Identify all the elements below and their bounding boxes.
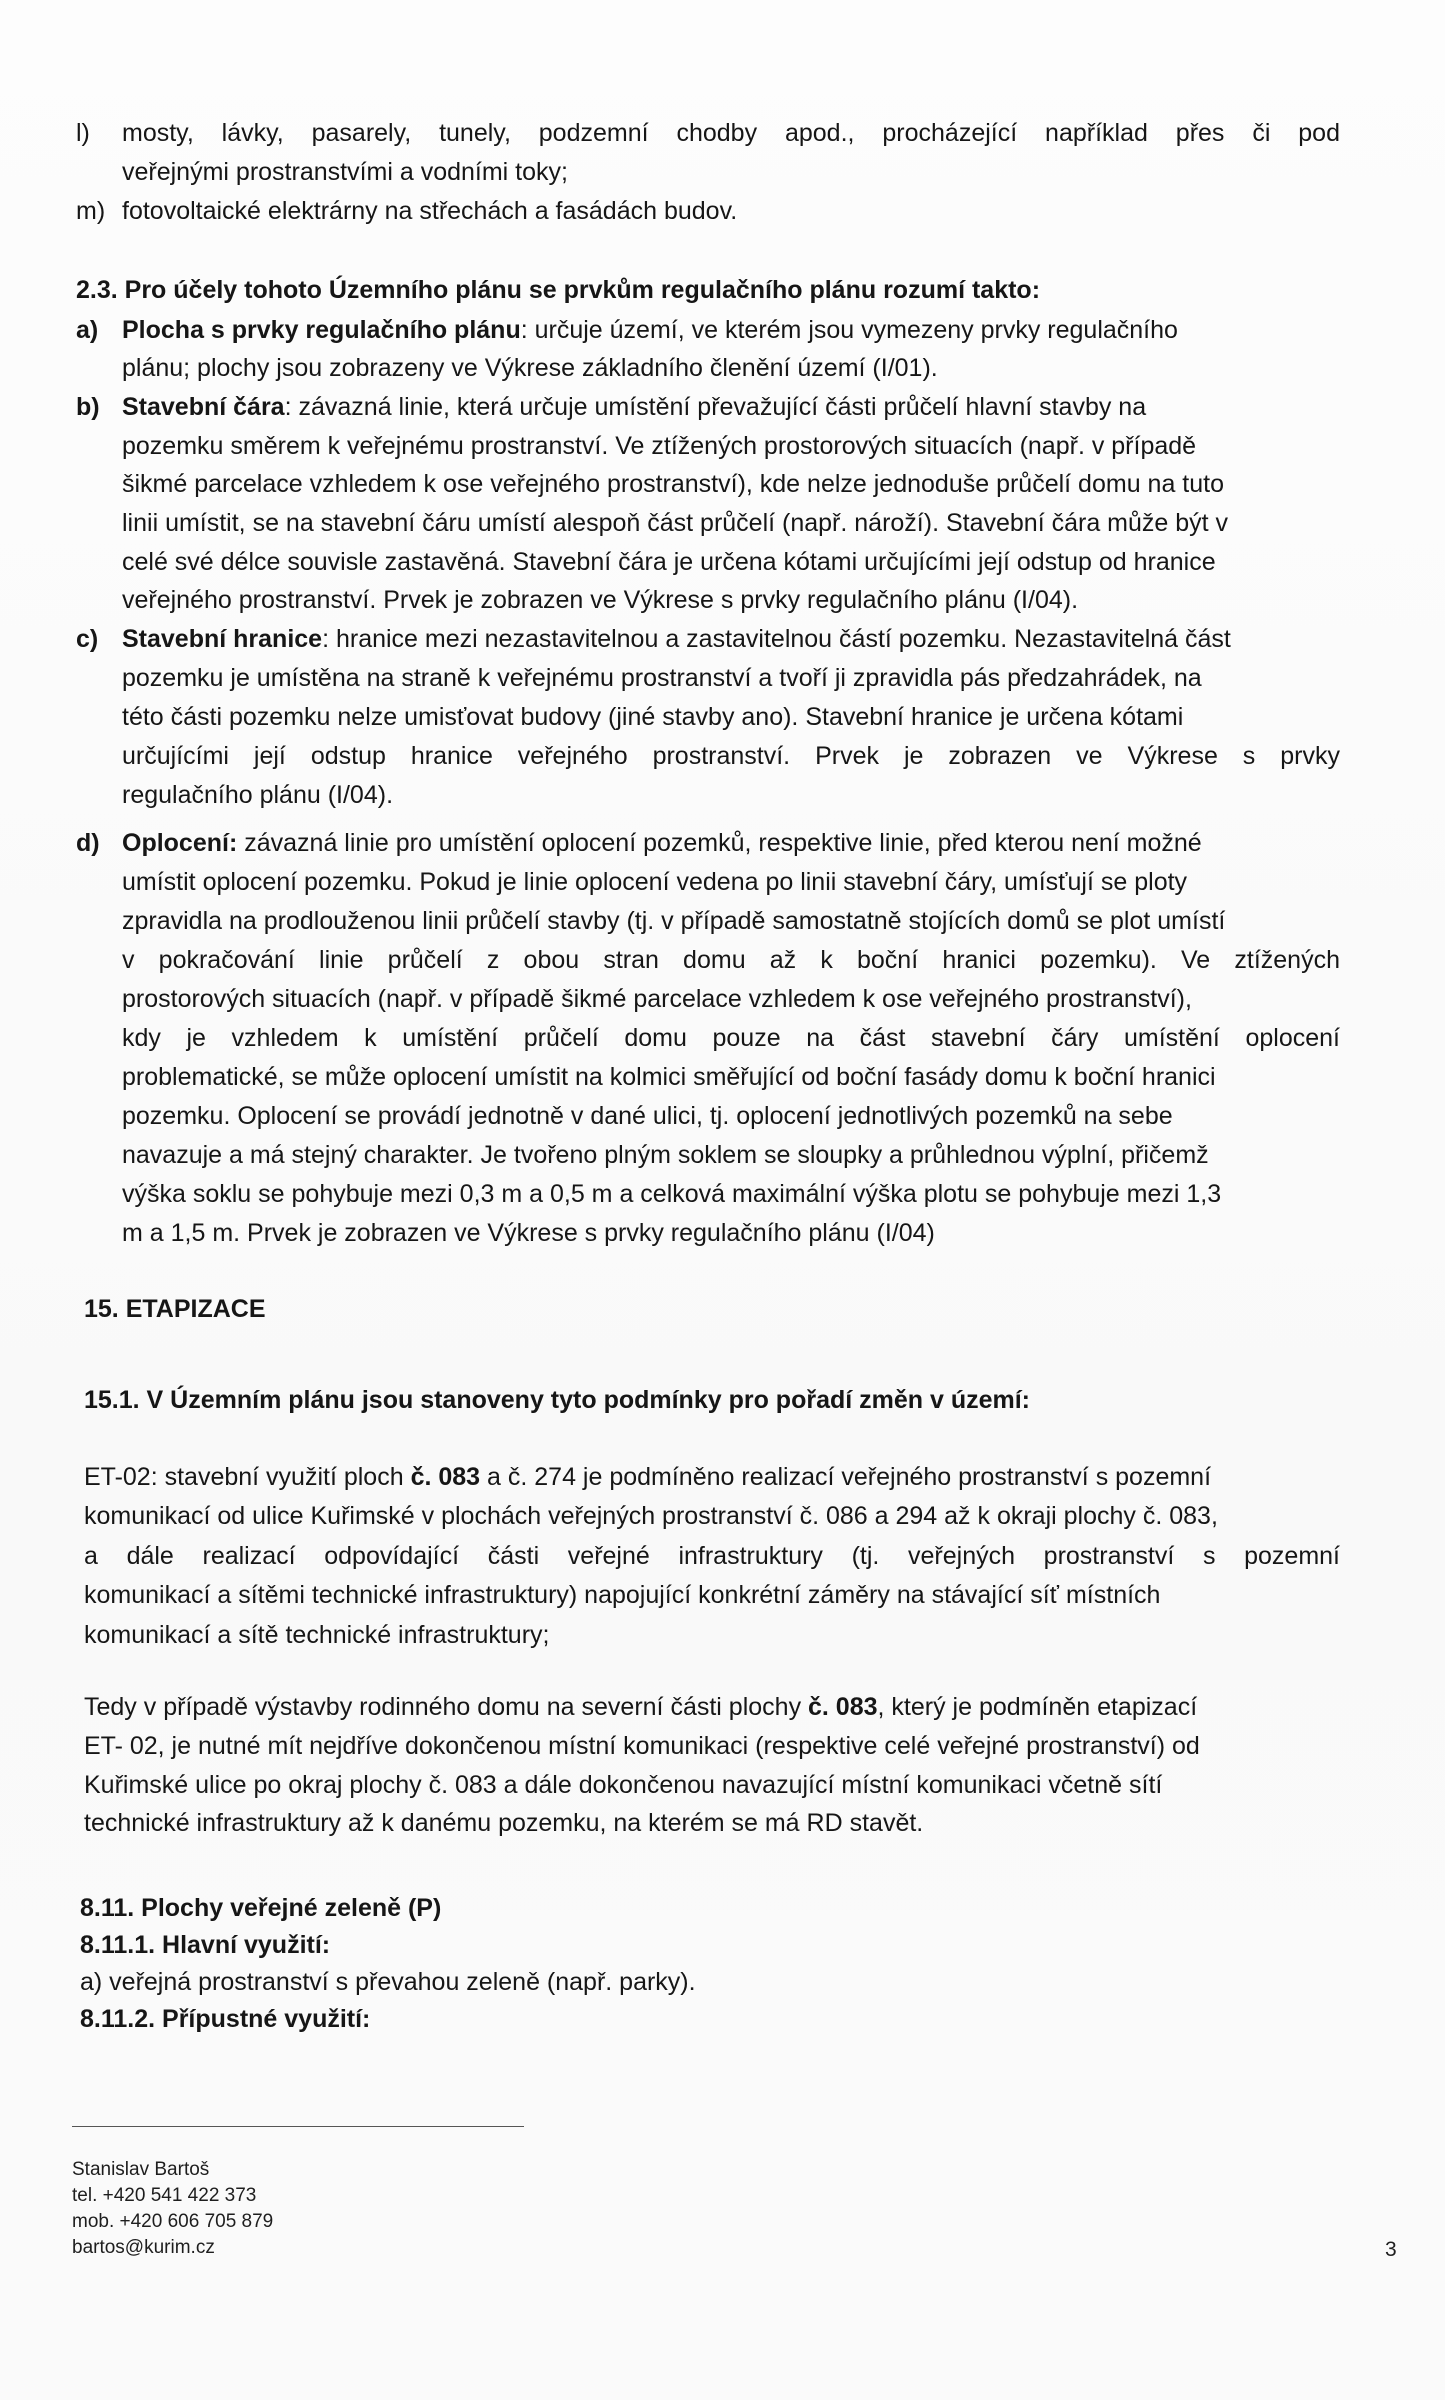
- note-prefix: Tedy v případě výstavby rodinného domu na severní části plochy: [84, 1693, 809, 1721]
- list-item-l-line-1: mosty, lávky, pasarely, tunely, podzemní chodby apod., procházející například přes či pod: [122, 119, 1340, 147]
- section-15-heading: 15. ETAPIZACE: [84, 1295, 266, 1323]
- item-b-marker: b): [76, 393, 100, 421]
- footer-name: Stanislav Bartoš: [72, 2159, 210, 2180]
- item-d-line-5: prostorových situacích (např. v případě šikmé parcelace vzhledem k ose veřejného prostranství),: [122, 985, 1192, 1013]
- item-b-text: : závazná linie, která určuje umístění převažující části průčelí hlavní stavby na: [284, 393, 1147, 421]
- item-d-term: Oplocení:: [122, 829, 238, 857]
- item-d-line-6: kdy je vzhledem k umístění průčelí domu pouze na část stavební čáry umístění oplocení: [122, 1024, 1340, 1052]
- et02-line-1: [84, 1462, 1211, 1492]
- item-b-line-3: šikmé parcelace vzhledem k ose veřejného prostranství), kde nelze jednoduše průčelí domu na tuto: [122, 470, 1224, 498]
- et02-plot-ref: č. 083: [410, 1463, 481, 1491]
- list-item-l-line-2: veřejnými prostranstvími a vodními toky;: [122, 158, 568, 186]
- et02-rest: a č. 274 je podmíněno realizací veřejného prostranství s pozemní: [480, 1463, 1212, 1491]
- et02-line-3: a dále realizací odpovídající části veřejné infrastruktury (tj. veřejných prostranství s pozemní: [84, 1542, 1340, 1570]
- list-marker-l: l): [76, 119, 90, 147]
- section-2-3-heading: 2.3. Pro účely tohoto Územního plánu se prvkům regulačního plánu rozumí takto:: [76, 276, 1041, 304]
- item-c-line-5: regulačního plánu (I/04).: [122, 781, 394, 809]
- item-d-line-8: pozemku. Oplocení se provádí jednotně v dané ulici, tj. oplocení jednotlivých pozemků na sebe: [122, 1102, 1173, 1130]
- item-b-line-5: celé své délce souvisle zastavěná. Stavební čára je určena kótami určujícími její odstup od hranice: [122, 548, 1216, 576]
- item-c-line-2: pozemku je umístěna na straně k veřejnému prostranství a tvoří ji zpravidla pás předzahrádek, na: [122, 664, 1202, 692]
- note-line-1: [84, 1692, 1197, 1722]
- item-d-marker: d): [76, 829, 100, 857]
- footer-email: bartos@kurim.cz: [72, 2237, 215, 2258]
- item-d-line-2: umístit oplocení pozemku. Pokud je linie oplocení vedena po linii stavební čáry, umísťují se ploty: [122, 868, 1188, 896]
- item-b-line-6: veřejného prostranství. Prvek je zobrazen ve Výkrese s prvky regulačního plánu (I/04).: [122, 586, 1079, 614]
- item-a-line-1: [122, 315, 1178, 345]
- item-c-marker: c): [76, 625, 99, 653]
- page-number: 3: [1385, 2238, 1397, 2261]
- footer-divider: [72, 2126, 524, 2127]
- item-c-line-3: této části pozemku nelze umisťovat budovy (jiné stavby ano). Stavební hranice je určena kótami: [122, 703, 1184, 731]
- item-c-line-4: určujícími její odstup hranice veřejného prostranství. Prvek je zobrazen ve Výkrese s prvky: [122, 742, 1340, 770]
- item-d-line-4: v pokračování linie průčelí z obou stran domu až k boční hranici pozemku). Ve ztížených: [122, 946, 1340, 974]
- item-d-line-1: [122, 828, 1202, 858]
- footer-mob: mob. +420 606 705 879: [72, 2211, 274, 2232]
- et02-prefix: ET-02: stavební využití ploch: [84, 1463, 411, 1491]
- section-15-1-heading: 15.1. V Územním plánu jsou stanoveny tyto podmínky pro pořadí změn v území:: [84, 1386, 1031, 1414]
- item-b-line-1: [122, 392, 1146, 422]
- section-8-11-1-heading: 8.11.1. Hlavní využití:: [80, 1931, 331, 1959]
- list-marker-m: m): [76, 197, 106, 225]
- note-line-4: technické infrastruktury až k danému pozemku, na kterém se má RD stavět.: [84, 1809, 924, 1837]
- item-a-line-2: plánu; plochy jsou zobrazeny ve Výkrese základního členění území (I/01).: [122, 354, 938, 382]
- item-c-text: : hranice mezi nezastavitelnou a zastavitelnou částí pozemku. Nezastavitelná část: [322, 625, 1231, 653]
- et02-line-4: komunikací a sítěmi technické infrastruktury) napojující konkrétní záměry na stávající síť místních: [84, 1581, 1161, 1609]
- section-8-11-1-item-a: a) veřejná prostranství s převahou zeleně (např. parky).: [80, 1968, 696, 1996]
- footer-tel: tel. +420 541 422 373: [72, 2185, 257, 2206]
- item-a-term: Plocha s prvky regulačního plánu: [122, 316, 521, 344]
- item-b-line-2: pozemku směrem k veřejnému prostranství. Ve ztížených prostorových situacích (např. v případě: [122, 432, 1197, 460]
- item-d-line-3: zpravidla na prodlouženou linii průčelí stavby (tj. v případě samostatně stojících domů se plot umístí: [122, 907, 1226, 935]
- item-a-text: : určuje území, ve kterém jsou vymezeny prvky regulačního: [520, 316, 1178, 344]
- item-d-line-11: m a 1,5 m. Prvek je zobrazen ve Výkrese s prvky regulačního plánu (I/04): [122, 1219, 935, 1247]
- note-plot-ref: č. 083: [808, 1693, 878, 1721]
- section-8-11-2-heading: 8.11.2. Přípustné využití:: [80, 2005, 371, 2033]
- note-line-3: Kuřimské ulice po okraj plochy č. 083 a dále dokončenou navazující místní komunikaci včetně sítí: [84, 1771, 1163, 1799]
- item-a-marker: a): [76, 316, 99, 344]
- item-d-line-7: problematické, se může oplocení umístit na kolmici směřující od boční fasády domu k boční hranici: [122, 1063, 1216, 1091]
- section-8-11-heading: 8.11. Plochy veřejné zeleně (P): [80, 1894, 442, 1922]
- item-b-term: Stavební čára: [122, 393, 285, 421]
- item-d-line-9: navazuje a má stejný charakter. Je tvořeno plným soklem se sloupky a průhlednou výplní, přičemž: [122, 1141, 1209, 1169]
- item-c-line-1: [122, 624, 1231, 654]
- et02-line-5: komunikací a sítě technické infrastruktury;: [84, 1621, 550, 1649]
- item-d-text: závazná linie pro umístění oplocení pozemků, respektive linie, před kterou není možné: [237, 829, 1202, 857]
- list-item-m-line-1: fotovoltaické elektrárny na střechách a fasádách budov.: [122, 197, 738, 225]
- et02-line-2: komunikací od ulice Kuřimské v plochách veřejných prostranství č. 086 a 294 až k okraji plochy č. 083,: [84, 1502, 1218, 1530]
- note-rest: , který je podmíněn etapizací: [877, 1693, 1198, 1721]
- item-b-line-4: linii umístit, se na stavební čáru umístí alespoň část průčelí (např. nároží). Stavební čára může být v: [122, 509, 1229, 537]
- item-d-line-10: výška soklu se pohybuje mezi 0,3 m a 0,5 m a celková maximální výška plotu se pohybuje mezi 1,3: [122, 1180, 1222, 1208]
- note-line-2: ET- 02, je nutné mít nejdříve dokončenou místní komunikaci (respektive celé veřejné prostranství) od: [84, 1732, 1200, 1760]
- item-c-term: Stavební hranice: [122, 625, 323, 653]
